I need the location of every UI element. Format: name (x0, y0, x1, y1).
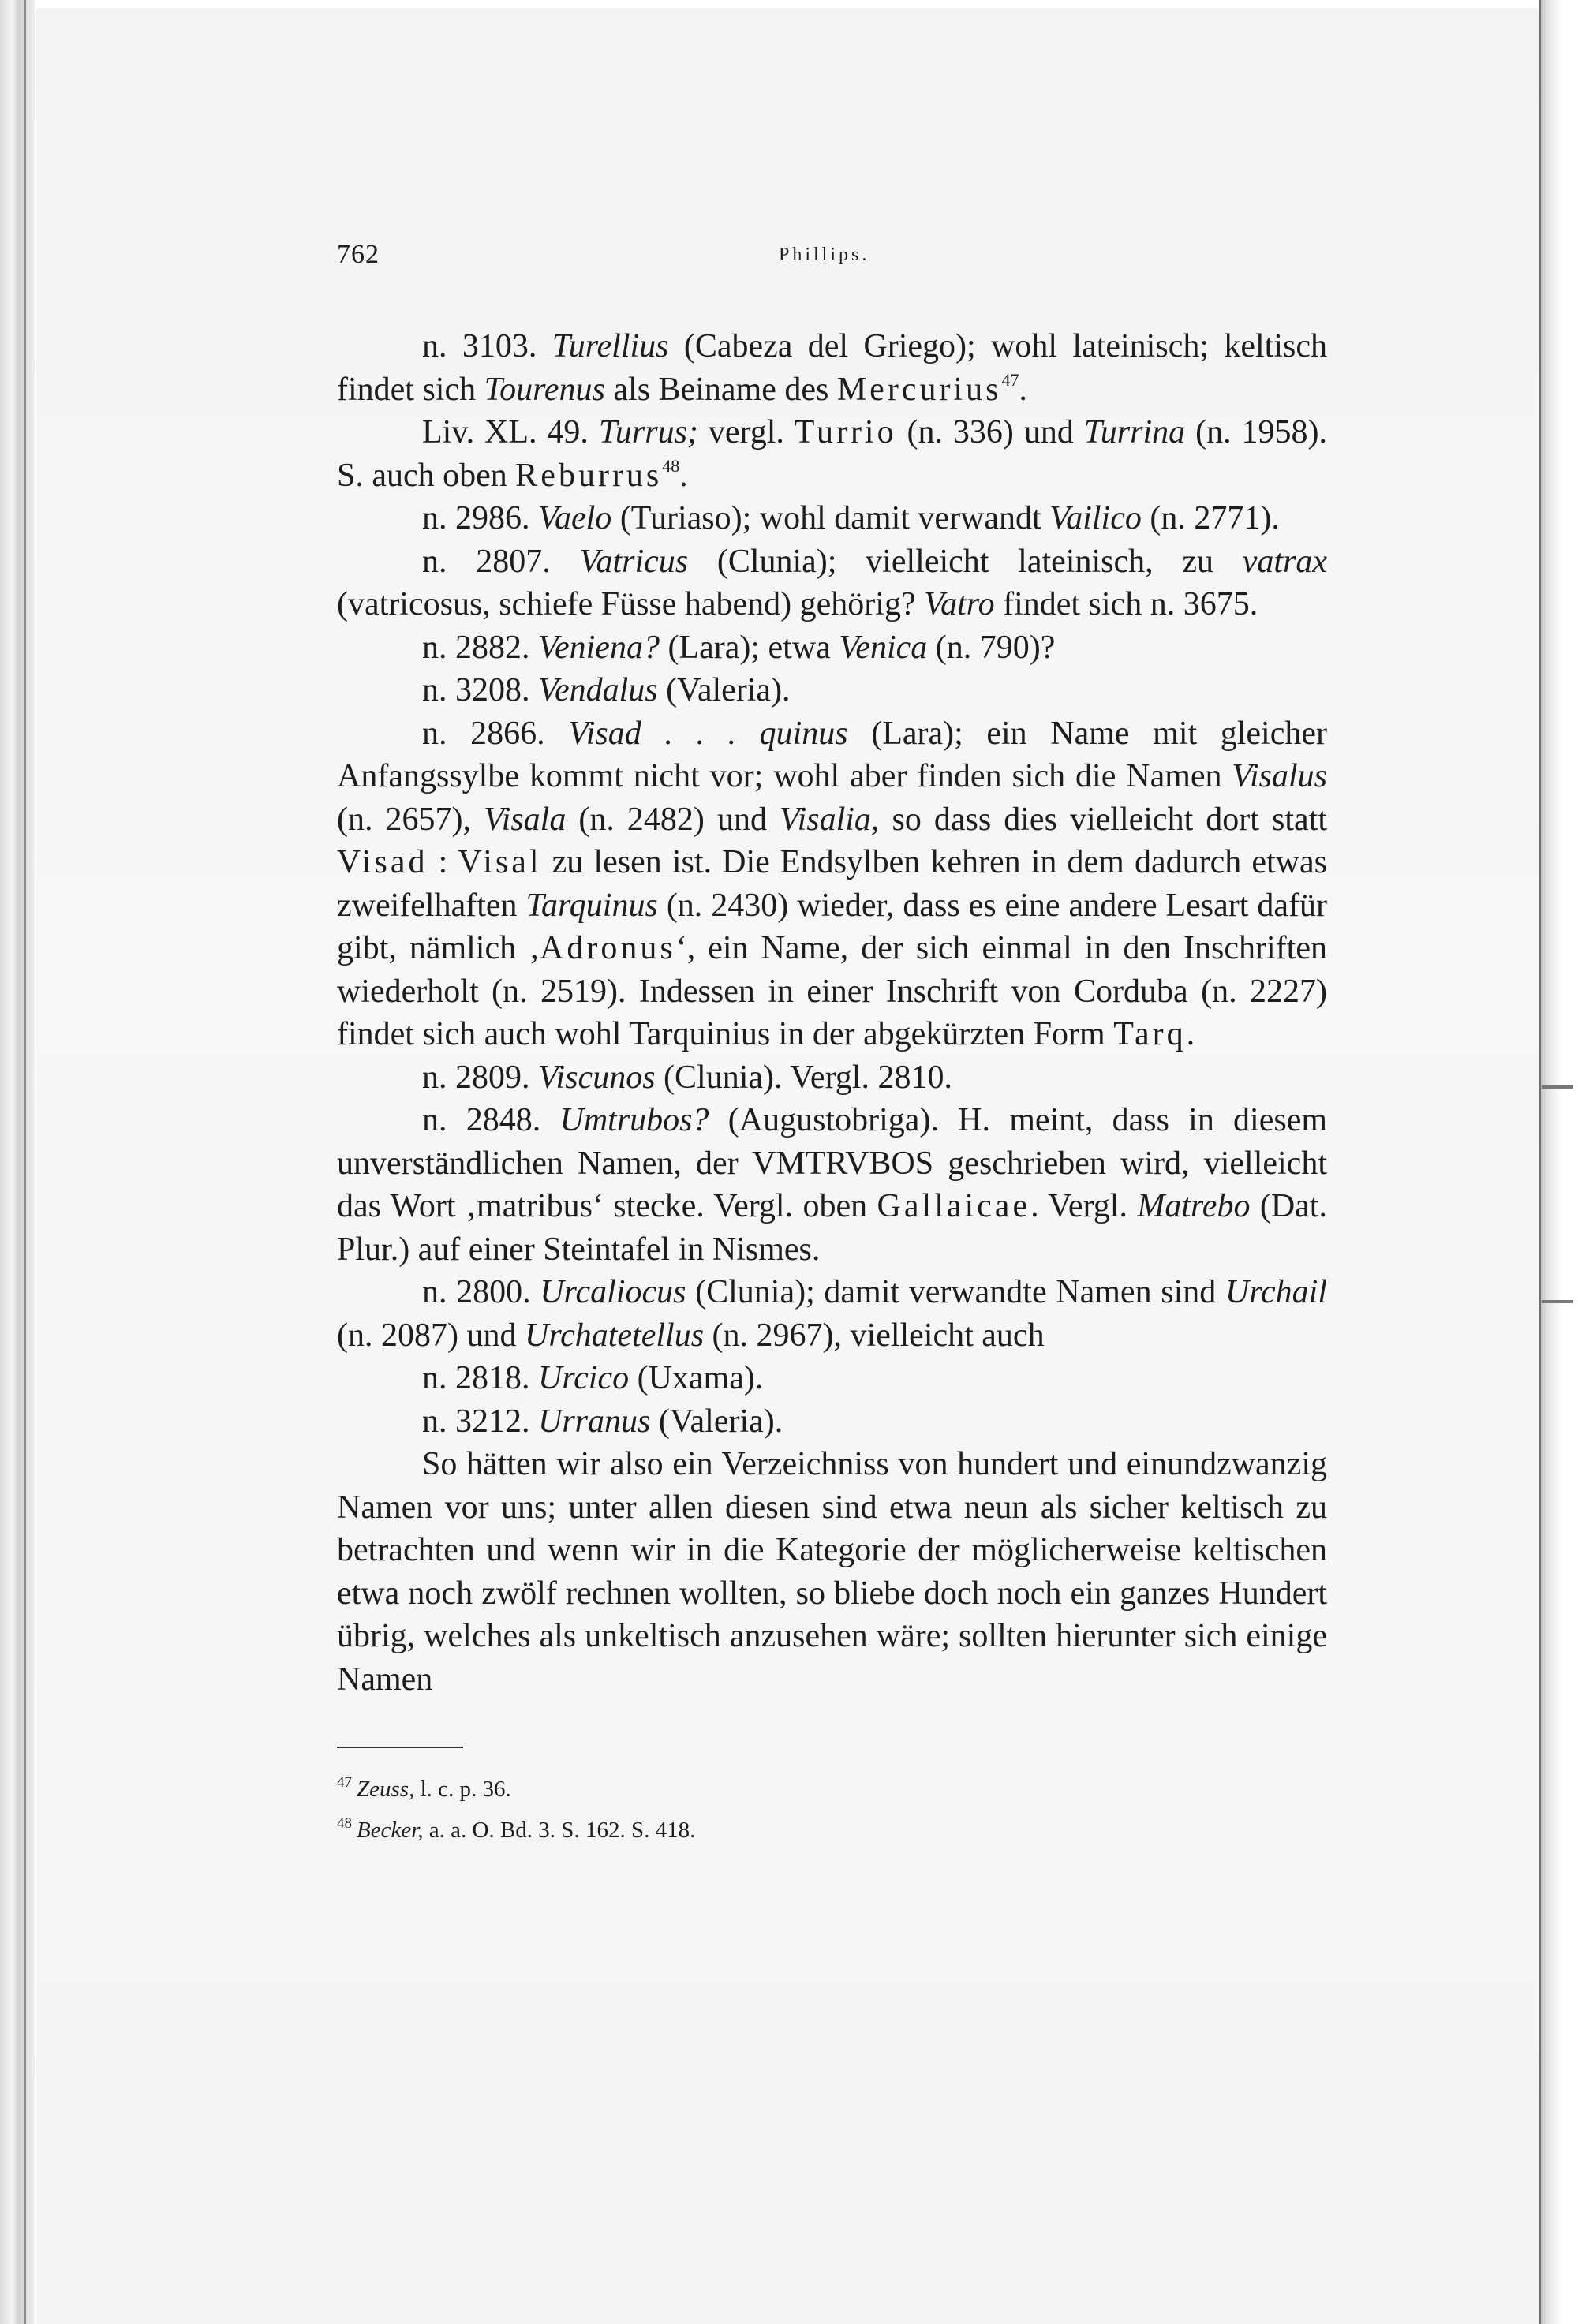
spine-edge-line (24, 0, 26, 2324)
entry-name: Venica (839, 629, 928, 666)
entry-text: (Cabeza del Griego); wohl lateinisch; keltisch findet sich (337, 328, 1327, 408)
right-edge-line (1539, 0, 1541, 2324)
entry-name: Visala (484, 801, 567, 838)
closing-paragraph: So hätten wir also ein Verzeichniss von hundert und einundzwanzig Namen vor uns; unter allen diesen sind etwa neun als sicher keltisch zu betrachten und wenn wir in die Kategorie der möglicherweise keltischen etwa noch zwölf rechnen wollten, so bliebe doch noch ein ganzes Hundert übrig, welches als unkeltisch anzusehen wäre; sollten hierunter sich einige Namen (337, 1446, 1327, 1698)
footnote-text: l. c. p. 36. (414, 1777, 511, 1802)
entry-name: Urcico (538, 1360, 630, 1396)
entry (337, 1357, 1327, 1400)
entry (337, 540, 1327, 626)
entry-text: (Lara); ein Name mit gleicher Anfangssylbe kommt nicht vor; wohl aber finden sich die Namen (337, 715, 1327, 794)
footnote-ref: 47 (1001, 369, 1019, 390)
entry-name: Vailico (1049, 500, 1142, 536)
entry-name: Turrus; (598, 414, 698, 450)
entry (337, 1056, 1327, 1100)
entry-text: (Clunia); vielleicht lateinisch, zu (688, 543, 1243, 580)
entry (337, 712, 1327, 1056)
entry (337, 626, 1327, 670)
spaced-name: Mercurius (836, 371, 1002, 408)
entry-name: Veniena? (538, 629, 660, 666)
entry-number: n. 2986. (422, 500, 530, 536)
entry-name: Tourenus (484, 371, 605, 408)
entry-text: (Turiaso); wohl damit verwandt (611, 500, 1050, 536)
footnote-rule (337, 1747, 463, 1748)
entry (337, 1099, 1327, 1271)
entry-number: n. 2866. (422, 715, 545, 752)
entry-name: Visalus (1232, 758, 1327, 794)
entry-text: vergl. (697, 414, 795, 450)
footnote-number: 47 (337, 1774, 352, 1791)
entry-number: Liv. XL. 49. (422, 414, 589, 450)
entry-text: (n. 2657), (337, 801, 484, 838)
entry-number: n. 2809. (422, 1059, 530, 1096)
spaced-name: Reburrus (515, 457, 663, 494)
entry (337, 669, 1327, 712)
entry-text: als Beiname des (604, 371, 837, 408)
spaced-name: Adronus (540, 930, 676, 966)
entry-text: (Lara); etwa (659, 629, 839, 666)
entry-text: ‘, ein Name, der sich einmal in den Inschriften wiederholt (n. 2519). Indessen in einer Inschrift von Corduba (n. 2227) findet sich auch wohl Tarquinius in der abgekürzten Form (337, 930, 1327, 1052)
entry-number: n. 3208. (422, 672, 530, 708)
entry-number: n. 2818. (422, 1360, 530, 1396)
footnote-author: Becker, (357, 1818, 424, 1843)
footnote (337, 1807, 1327, 1848)
entry (337, 1400, 1327, 1444)
edge-mark (1542, 1300, 1573, 1303)
entry-text: (Augustobriga). H. meint, dass in diesem unverständlichen Namen, der VMTRVBOS geschrieben wird, vielleicht das Wort ‚matribus‘ stecke. Vergl. oben (337, 1102, 1328, 1224)
entry-text: (Dat. Plur.) auf einer Steintafel in Nismes. (337, 1188, 1327, 1268)
entry-text: (n. 2087) und (337, 1317, 525, 1354)
entry-name: Turrina (1083, 414, 1186, 450)
entry-name: Visalia, (780, 801, 880, 838)
entry-text: zu lesen ist. Die Endsylben kehren in dem dadurch etwas zweifelhaften (337, 844, 1327, 924)
spaced-name: Visad (337, 844, 428, 880)
entry-text: (n. 1958). S. auch oben (337, 414, 1327, 494)
entry (337, 1271, 1327, 1357)
entry-text: (vatricosus, schiefe Füsse habend) gehörig? (337, 586, 925, 622)
entry-list (337, 325, 1327, 1701)
entry-name: Tarquinus (525, 887, 658, 924)
entry (337, 325, 1327, 411)
entry-text: : (428, 844, 458, 880)
entry (337, 411, 1327, 497)
entry-text: (n. 2771). (1141, 500, 1280, 536)
page-number: 762 (337, 240, 380, 269)
right-page-edge (1540, 0, 1578, 2324)
running-title: Phillips. (779, 245, 870, 265)
entry-text: (Valeria). (657, 672, 791, 708)
entry-name: Urchatetellus (524, 1317, 705, 1354)
entry-number: n. 2882. (422, 629, 530, 666)
entry-name: Urchail (1225, 1274, 1328, 1310)
spaced-name: Turrio (794, 414, 897, 450)
entry-name: vatrax (1242, 543, 1327, 580)
entry-number: n. 3103. (422, 328, 537, 364)
edge-mark (1542, 1085, 1573, 1089)
entry-text: (n. 336) und (896, 414, 1084, 450)
footnote-number: 48 (337, 1815, 352, 1832)
entry (337, 497, 1327, 540)
entry-text: (Uxama). (629, 1360, 764, 1396)
entry-text: so dass dies vielleicht dort statt (879, 801, 1327, 838)
entry-name: Turellius (552, 328, 669, 364)
entry-text: (n. 2482) und (566, 801, 780, 838)
entry-text: . Vergl. (1030, 1188, 1138, 1224)
spaced-name: Tarq (1113, 1016, 1187, 1052)
entry-text: (Clunia). Vergl. 2810. (655, 1059, 952, 1096)
footnote-ref: 48 (662, 455, 680, 476)
entry-name: Urcaliocus (540, 1274, 686, 1310)
entry-name: Vendalus (538, 672, 658, 708)
entry-name: Vatro (924, 586, 995, 622)
entry-name: Vatricus (579, 543, 689, 580)
footnote (337, 1765, 1327, 1807)
entry-name: Vaelo (538, 500, 612, 536)
text-block (337, 229, 1327, 1848)
footnote-text: a. a. O. Bd. 3. S. 162. S. 418. (423, 1818, 696, 1843)
entry-text: findet sich n. 3675. (994, 586, 1258, 622)
page-header (337, 229, 1327, 276)
entry-name: Umtrubos? (559, 1102, 709, 1138)
entry-number: n. 3212. (422, 1403, 530, 1440)
entry-text: . (679, 457, 688, 494)
entry-text: . (1186, 1016, 1195, 1052)
spaced-name: Gallaicae (877, 1188, 1031, 1224)
entry-text: . (1019, 371, 1027, 408)
entry-text: (Clunia); damit verwandte Namen sind (686, 1274, 1225, 1310)
footnote-author: Zeuss, (357, 1777, 415, 1802)
entry-number: n. 2800. (422, 1274, 531, 1310)
entry-text: (Valeria). (650, 1403, 783, 1440)
entry-text: (n. 790)? (927, 629, 1056, 666)
entry-text: (n. 2967), vielleicht auch (704, 1317, 1045, 1354)
entry-name: Visad . . . quinus (568, 715, 848, 752)
entry-text: (n. 2430) wieder, dass es eine andere Lesart dafür gibt, nämlich ‚ (337, 887, 1327, 966)
book-spine-shadow (0, 0, 35, 2324)
spaced-name: Visal (458, 844, 542, 880)
entry-name: Matrebo (1137, 1188, 1251, 1224)
entry-number: n. 2807. (422, 543, 551, 580)
entry-name: Viscunos (538, 1059, 656, 1096)
entry-name: Urranus (538, 1403, 651, 1440)
footnotes (337, 1765, 1327, 1848)
entry-number: n. 2848. (422, 1102, 541, 1138)
